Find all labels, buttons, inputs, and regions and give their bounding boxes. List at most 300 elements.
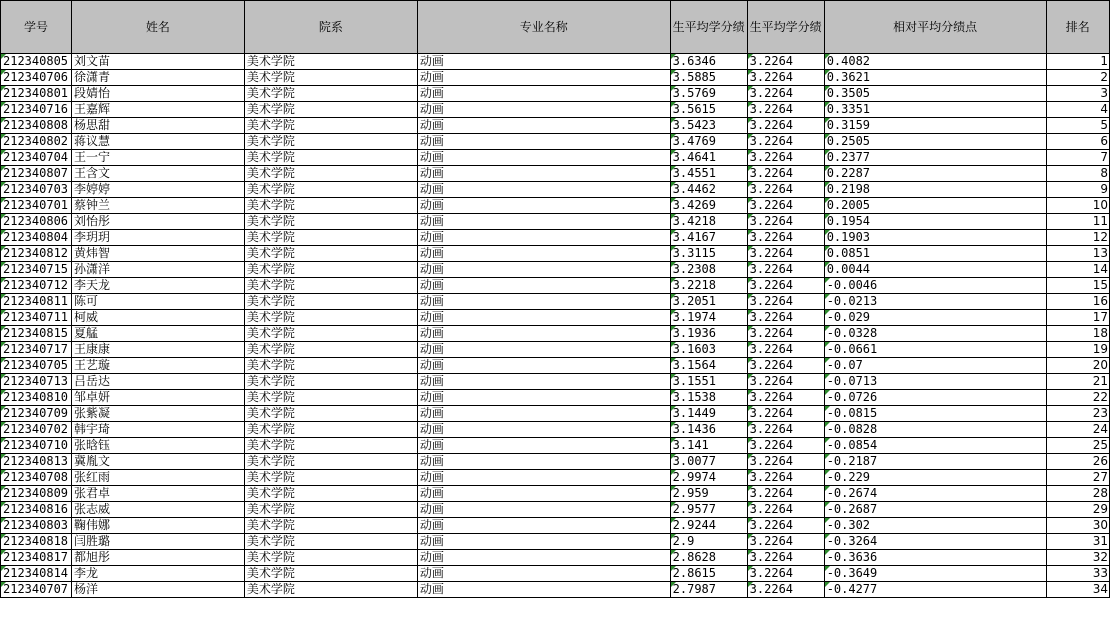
cell-major[interactable]: 动画 xyxy=(417,102,670,118)
cell-average-gpa[interactable]: 3.2264 xyxy=(747,150,824,166)
cell-student-gpa[interactable]: 3.1603 xyxy=(670,342,747,358)
cell-rank[interactable]: 16 xyxy=(1046,294,1109,310)
cell-major[interactable]: 动画 xyxy=(417,470,670,486)
cell-department[interactable]: 美术学院 xyxy=(244,214,417,230)
cell-department[interactable]: 美术学院 xyxy=(244,358,417,374)
cell-average-gpa[interactable]: 3.2264 xyxy=(747,390,824,406)
cell-student-gpa[interactable]: 3.4462 xyxy=(670,182,747,198)
cell-rank[interactable]: 28 xyxy=(1046,486,1109,502)
cell-average-gpa[interactable]: 3.2264 xyxy=(747,86,824,102)
cell-average-gpa[interactable]: 3.2264 xyxy=(747,582,824,598)
cell-average-gpa[interactable]: 3.2264 xyxy=(747,246,824,262)
cell-relative-gpa[interactable]: -0.302 xyxy=(824,518,1046,534)
cell-major[interactable]: 动画 xyxy=(417,438,670,454)
cell-average-gpa[interactable]: 3.2264 xyxy=(747,534,824,550)
cell-department[interactable]: 美术学院 xyxy=(244,118,417,134)
cell-name[interactable]: 吕岳达 xyxy=(71,374,244,390)
cell-average-gpa[interactable]: 3.2264 xyxy=(747,406,824,422)
cell-major[interactable]: 动画 xyxy=(417,246,670,262)
cell-student-id[interactable]: 212340802 xyxy=(1,134,72,150)
cell-student-id[interactable]: 212340703 xyxy=(1,182,72,198)
cell-student-gpa[interactable]: 3.6346 xyxy=(670,54,747,70)
cell-department[interactable]: 美术学院 xyxy=(244,582,417,598)
cell-student-gpa[interactable]: 3.141 xyxy=(670,438,747,454)
cell-rank[interactable]: 32 xyxy=(1046,550,1109,566)
cell-average-gpa[interactable]: 3.2264 xyxy=(747,550,824,566)
cell-rank[interactable]: 9 xyxy=(1046,182,1109,198)
cell-major[interactable]: 动画 xyxy=(417,486,670,502)
cell-rank[interactable]: 27 xyxy=(1046,470,1109,486)
cell-student-gpa[interactable]: 3.1538 xyxy=(670,390,747,406)
cell-average-gpa[interactable]: 3.2264 xyxy=(747,278,824,294)
cell-name[interactable]: 王艺璇 xyxy=(71,358,244,374)
header-rank[interactable]: 排名 xyxy=(1046,1,1109,54)
cell-name[interactable]: 闫胜璐 xyxy=(71,534,244,550)
cell-name[interactable]: 都旭彤 xyxy=(71,550,244,566)
cell-relative-gpa[interactable]: -0.07 xyxy=(824,358,1046,374)
cell-student-gpa[interactable]: 3.4551 xyxy=(670,166,747,182)
cell-name[interactable]: 蔡钟兰 xyxy=(71,198,244,214)
cell-department[interactable]: 美术学院 xyxy=(244,406,417,422)
cell-average-gpa[interactable]: 3.2264 xyxy=(747,198,824,214)
cell-student-gpa[interactable]: 3.3115 xyxy=(670,246,747,262)
cell-average-gpa[interactable]: 3.2264 xyxy=(747,470,824,486)
cell-average-gpa[interactable]: 3.2264 xyxy=(747,262,824,278)
cell-average-gpa[interactable]: 3.2264 xyxy=(747,166,824,182)
header-department[interactable]: 院系 xyxy=(244,1,417,54)
cell-student-gpa[interactable]: 3.1564 xyxy=(670,358,747,374)
cell-relative-gpa[interactable]: -0.229 xyxy=(824,470,1046,486)
table-row xyxy=(1,102,1110,118)
header-major[interactable]: 专业名称 xyxy=(417,1,670,54)
cell-average-gpa[interactable]: 3.2264 xyxy=(747,438,824,454)
cell-average-gpa[interactable]: 3.2264 xyxy=(747,214,824,230)
table-row xyxy=(1,310,1110,326)
cell-rank[interactable]: 6 xyxy=(1046,134,1109,150)
cell-department[interactable]: 美术学院 xyxy=(244,198,417,214)
cell-major[interactable]: 动画 xyxy=(417,230,670,246)
cell-student-id[interactable]: 212340813 xyxy=(1,454,72,470)
cell-rank[interactable]: 15 xyxy=(1046,278,1109,294)
table-row xyxy=(1,566,1110,582)
cell-relative-gpa[interactable]: -0.2687 xyxy=(824,502,1046,518)
cell-major[interactable]: 动画 xyxy=(417,150,670,166)
cell-major[interactable]: 动画 xyxy=(417,70,670,86)
cell-major[interactable]: 动画 xyxy=(417,278,670,294)
cell-major[interactable]: 动画 xyxy=(417,390,670,406)
cell-rank[interactable]: 2 xyxy=(1046,70,1109,86)
cell-major[interactable]: 动画 xyxy=(417,54,670,70)
cell-department[interactable]: 美术学院 xyxy=(244,470,417,486)
cell-student-id[interactable]: 212340807 xyxy=(1,166,72,182)
cell-department[interactable]: 美术学院 xyxy=(244,262,417,278)
cell-student-id[interactable]: 212340707 xyxy=(1,582,72,598)
cell-name[interactable]: 王康康 xyxy=(71,342,244,358)
cell-rank[interactable]: 24 xyxy=(1046,422,1109,438)
cell-relative-gpa[interactable]: -0.0661 xyxy=(824,342,1046,358)
cell-department[interactable]: 美术学院 xyxy=(244,486,417,502)
cell-student-gpa[interactable]: 3.4269 xyxy=(670,198,747,214)
cell-department[interactable]: 美术学院 xyxy=(244,230,417,246)
cell-department[interactable]: 美术学院 xyxy=(244,390,417,406)
cell-student-gpa[interactable]: 3.5885 xyxy=(670,70,747,86)
cell-average-gpa[interactable]: 3.2264 xyxy=(747,326,824,342)
cell-student-gpa[interactable]: 2.8615 xyxy=(670,566,747,582)
cell-student-id[interactable]: 212340705 xyxy=(1,358,72,374)
cell-relative-gpa[interactable]: 0.0044 xyxy=(824,262,1046,278)
cell-department[interactable]: 美术学院 xyxy=(244,566,417,582)
cell-major[interactable]: 动画 xyxy=(417,310,670,326)
cell-name[interactable]: 柯威 xyxy=(71,310,244,326)
cell-department[interactable]: 美术学院 xyxy=(244,166,417,182)
cell-relative-gpa[interactable]: -0.029 xyxy=(824,310,1046,326)
table-row xyxy=(1,326,1110,342)
cell-student-gpa[interactable]: 3.1449 xyxy=(670,406,747,422)
cell-relative-gpa[interactable]: -0.3264 xyxy=(824,534,1046,550)
cell-student-id[interactable]: 212340706 xyxy=(1,70,72,86)
cell-rank[interactable]: 25 xyxy=(1046,438,1109,454)
cell-relative-gpa[interactable]: -0.2187 xyxy=(824,454,1046,470)
cell-student-id[interactable]: 212340816 xyxy=(1,502,72,518)
cell-student-id[interactable]: 212340710 xyxy=(1,438,72,454)
header-name[interactable]: 姓名 xyxy=(71,1,244,54)
cell-average-gpa[interactable]: 3.2264 xyxy=(747,502,824,518)
cell-relative-gpa[interactable]: -0.0713 xyxy=(824,374,1046,390)
cell-major[interactable]: 动画 xyxy=(417,86,670,102)
cell-rank[interactable]: 3 xyxy=(1046,86,1109,102)
cell-name[interactable]: 李玥玥 xyxy=(71,230,244,246)
cell-department[interactable]: 美术学院 xyxy=(244,374,417,390)
cell-name[interactable]: 张晗钰 xyxy=(71,438,244,454)
cell-major[interactable]: 动画 xyxy=(417,406,670,422)
cell-relative-gpa[interactable]: -0.2674 xyxy=(824,486,1046,502)
header-student-id[interactable]: 学号 xyxy=(1,1,72,54)
cell-major[interactable]: 动画 xyxy=(417,422,670,438)
table-row xyxy=(1,518,1110,534)
cell-relative-gpa[interactable]: -0.0726 xyxy=(824,390,1046,406)
cell-department[interactable]: 美术学院 xyxy=(244,182,417,198)
cell-major[interactable]: 动画 xyxy=(417,182,670,198)
cell-student-id[interactable]: 212340805 xyxy=(1,54,72,70)
cell-department[interactable]: 美术学院 xyxy=(244,86,417,102)
cell-student-gpa[interactable]: 3.4641 xyxy=(670,150,747,166)
cell-student-id[interactable]: 212340810 xyxy=(1,390,72,406)
header-average-gpa[interactable]: 生平均学分绩 xyxy=(747,1,824,54)
cell-department[interactable]: 美术学院 xyxy=(244,294,417,310)
cell-student-id[interactable]: 212340712 xyxy=(1,278,72,294)
cell-student-id[interactable]: 212340803 xyxy=(1,518,72,534)
cell-relative-gpa[interactable]: 0.0851 xyxy=(824,246,1046,262)
cell-department[interactable]: 美术学院 xyxy=(244,102,417,118)
cell-relative-gpa[interactable]: 0.3505 xyxy=(824,86,1046,102)
cell-student-id[interactable]: 212340818 xyxy=(1,534,72,550)
cell-major[interactable]: 动画 xyxy=(417,358,670,374)
header-student-gpa[interactable]: 生平均学分绩 xyxy=(670,1,747,54)
cell-student-id[interactable]: 212340811 xyxy=(1,294,72,310)
cell-rank[interactable]: 5 xyxy=(1046,118,1109,134)
cell-average-gpa[interactable]: 3.2264 xyxy=(747,118,824,134)
cell-relative-gpa[interactable]: -0.0815 xyxy=(824,406,1046,422)
cell-average-gpa[interactable]: 3.2264 xyxy=(747,54,824,70)
cell-relative-gpa[interactable]: -0.0854 xyxy=(824,438,1046,454)
table-row xyxy=(1,470,1110,486)
cell-name[interactable]: 李天龙 xyxy=(71,278,244,294)
cell-major[interactable]: 动画 xyxy=(417,518,670,534)
cell-student-gpa[interactable]: 3.2218 xyxy=(670,278,747,294)
cell-student-id[interactable]: 212340808 xyxy=(1,118,72,134)
table-row xyxy=(1,150,1110,166)
cell-student-id[interactable]: 212340814 xyxy=(1,566,72,582)
cell-student-id[interactable]: 212340804 xyxy=(1,230,72,246)
cell-student-gpa[interactable]: 3.4218 xyxy=(670,214,747,230)
cell-major[interactable]: 动画 xyxy=(417,118,670,134)
cell-student-gpa[interactable]: 3.5615 xyxy=(670,102,747,118)
cell-rank[interactable]: 19 xyxy=(1046,342,1109,358)
cell-student-gpa[interactable]: 3.4769 xyxy=(670,134,747,150)
cell-relative-gpa[interactable]: 0.3351 xyxy=(824,102,1046,118)
cell-major[interactable]: 动画 xyxy=(417,134,670,150)
cell-major[interactable]: 动画 xyxy=(417,262,670,278)
cell-department[interactable]: 美术学院 xyxy=(244,246,417,262)
cell-relative-gpa[interactable]: -0.3636 xyxy=(824,550,1046,566)
cell-student-gpa[interactable]: 2.9974 xyxy=(670,470,747,486)
cell-name[interactable]: 张紫凝 xyxy=(71,406,244,422)
cell-student-id[interactable]: 212340809 xyxy=(1,486,72,502)
cell-relative-gpa[interactable]: -0.4277 xyxy=(824,582,1046,598)
cell-student-id[interactable]: 212340817 xyxy=(1,550,72,566)
cell-rank[interactable]: 10 xyxy=(1046,198,1109,214)
cell-student-id[interactable]: 212340815 xyxy=(1,326,72,342)
cell-rank[interactable]: 13 xyxy=(1046,246,1109,262)
table-row xyxy=(1,198,1110,214)
cell-average-gpa[interactable]: 3.2264 xyxy=(747,518,824,534)
cell-name[interactable]: 蒋议慧 xyxy=(71,134,244,150)
cell-name[interactable]: 黄炜智 xyxy=(71,246,244,262)
cell-student-id[interactable]: 212340704 xyxy=(1,150,72,166)
cell-student-gpa[interactable]: 3.5423 xyxy=(670,118,747,134)
cell-rank[interactable]: 14 xyxy=(1046,262,1109,278)
cell-student-gpa[interactable]: 3.1974 xyxy=(670,310,747,326)
cell-student-id[interactable]: 212340711 xyxy=(1,310,72,326)
cell-name[interactable]: 陈可 xyxy=(71,294,244,310)
cell-rank[interactable]: 20 xyxy=(1046,358,1109,374)
cell-student-gpa[interactable]: 3.1551 xyxy=(670,374,747,390)
cell-rank[interactable]: 31 xyxy=(1046,534,1109,550)
cell-department[interactable]: 美术学院 xyxy=(244,438,417,454)
cell-department[interactable]: 美术学院 xyxy=(244,134,417,150)
cell-average-gpa[interactable]: 3.2264 xyxy=(747,358,824,374)
cell-student-gpa[interactable]: 3.2051 xyxy=(670,294,747,310)
cell-department[interactable]: 美术学院 xyxy=(244,150,417,166)
table-row xyxy=(1,422,1110,438)
cell-relative-gpa[interactable]: 0.2005 xyxy=(824,198,1046,214)
cell-department[interactable]: 美术学院 xyxy=(244,70,417,86)
header-row xyxy=(1,1,1110,54)
cell-student-gpa[interactable]: 2.9 xyxy=(670,534,747,550)
cell-student-gpa[interactable]: 3.1936 xyxy=(670,326,747,342)
cell-relative-gpa[interactable]: 0.2505 xyxy=(824,134,1046,150)
cell-relative-gpa[interactable]: 0.2198 xyxy=(824,182,1046,198)
cell-name[interactable]: 李婷婷 xyxy=(71,182,244,198)
cell-major[interactable]: 动画 xyxy=(417,454,670,470)
cell-rank[interactable]: 12 xyxy=(1046,230,1109,246)
cell-student-id[interactable]: 212340715 xyxy=(1,262,72,278)
table-row xyxy=(1,214,1110,230)
cell-department[interactable]: 美术学院 xyxy=(244,278,417,294)
cell-department[interactable]: 美术学院 xyxy=(244,550,417,566)
cell-major[interactable]: 动画 xyxy=(417,566,670,582)
cell-student-id[interactable]: 212340812 xyxy=(1,246,72,262)
cell-relative-gpa[interactable]: 0.2287 xyxy=(824,166,1046,182)
cell-department[interactable]: 美术学院 xyxy=(244,422,417,438)
cell-student-gpa[interactable]: 3.2308 xyxy=(670,262,747,278)
table-row xyxy=(1,582,1110,598)
cell-student-gpa[interactable]: 3.4167 xyxy=(670,230,747,246)
cell-department[interactable]: 美术学院 xyxy=(244,342,417,358)
cell-average-gpa[interactable]: 3.2264 xyxy=(747,102,824,118)
cell-student-id[interactable]: 212340701 xyxy=(1,198,72,214)
cell-major[interactable]: 动画 xyxy=(417,502,670,518)
cell-student-id[interactable]: 212340709 xyxy=(1,406,72,422)
cell-major[interactable]: 动画 xyxy=(417,214,670,230)
table-row xyxy=(1,166,1110,182)
cell-average-gpa[interactable]: 3.2264 xyxy=(747,486,824,502)
table-row xyxy=(1,374,1110,390)
cell-average-gpa[interactable]: 3.2264 xyxy=(747,70,824,86)
cell-average-gpa[interactable]: 3.2264 xyxy=(747,294,824,310)
cell-department[interactable]: 美术学院 xyxy=(244,310,417,326)
cell-relative-gpa[interactable]: 0.4082 xyxy=(824,54,1046,70)
cell-department[interactable]: 美术学院 xyxy=(244,518,417,534)
cell-name[interactable]: 王含文 xyxy=(71,166,244,182)
cell-student-id[interactable]: 212340806 xyxy=(1,214,72,230)
cell-name[interactable]: 李龙 xyxy=(71,566,244,582)
cell-name[interactable]: 徐潇青 xyxy=(71,70,244,86)
cell-average-gpa[interactable]: 3.2264 xyxy=(747,134,824,150)
cell-rank[interactable]: 8 xyxy=(1046,166,1109,182)
header-relative-gpa[interactable]: 相对平均分绩点 xyxy=(824,1,1046,54)
cell-rank[interactable]: 22 xyxy=(1046,390,1109,406)
cell-rank[interactable]: 21 xyxy=(1046,374,1109,390)
cell-name[interactable]: 韩宇琦 xyxy=(71,422,244,438)
cell-rank[interactable]: 34 xyxy=(1046,582,1109,598)
cell-relative-gpa[interactable]: 0.3159 xyxy=(824,118,1046,134)
cell-rank[interactable]: 30 xyxy=(1046,518,1109,534)
cell-name[interactable]: 王嘉辉 xyxy=(71,102,244,118)
cell-name[interactable]: 鞠伟娜 xyxy=(71,518,244,534)
cell-student-id[interactable]: 212340713 xyxy=(1,374,72,390)
cell-student-gpa[interactable]: 2.8628 xyxy=(670,550,747,566)
cell-average-gpa[interactable]: 3.2264 xyxy=(747,454,824,470)
cell-major[interactable]: 动画 xyxy=(417,550,670,566)
cell-name[interactable]: 刘文苗 xyxy=(71,54,244,70)
cell-major[interactable]: 动画 xyxy=(417,166,670,182)
table-row xyxy=(1,550,1110,566)
cell-rank[interactable]: 7 xyxy=(1046,150,1109,166)
cell-major[interactable]: 动画 xyxy=(417,326,670,342)
cell-rank[interactable]: 4 xyxy=(1046,102,1109,118)
cell-name[interactable]: 段婧怡 xyxy=(71,86,244,102)
cell-name[interactable]: 杨思甜 xyxy=(71,118,244,134)
cell-student-gpa[interactable]: 3.5769 xyxy=(670,86,747,102)
cell-average-gpa[interactable]: 3.2264 xyxy=(747,374,824,390)
cell-name[interactable]: 张君卓 xyxy=(71,486,244,502)
cell-relative-gpa[interactable]: 0.1903 xyxy=(824,230,1046,246)
table-row xyxy=(1,342,1110,358)
cell-department[interactable]: 美术学院 xyxy=(244,502,417,518)
cell-student-id[interactable]: 212340717 xyxy=(1,342,72,358)
cell-name[interactable]: 杨洋 xyxy=(71,582,244,598)
cell-name[interactable]: 冀胤文 xyxy=(71,454,244,470)
cell-relative-gpa[interactable]: 0.1954 xyxy=(824,214,1046,230)
cell-student-gpa[interactable]: 2.9244 xyxy=(670,518,747,534)
cell-average-gpa[interactable]: 3.2264 xyxy=(747,310,824,326)
cell-student-id[interactable]: 212340801 xyxy=(1,86,72,102)
cell-student-id[interactable]: 212340716 xyxy=(1,102,72,118)
cell-rank[interactable]: 17 xyxy=(1046,310,1109,326)
cell-rank[interactable]: 26 xyxy=(1046,454,1109,470)
cell-name[interactable]: 刘怡彤 xyxy=(71,214,244,230)
cell-department[interactable]: 美术学院 xyxy=(244,326,417,342)
cell-name[interactable]: 夏艋 xyxy=(71,326,244,342)
cell-relative-gpa[interactable]: 0.3621 xyxy=(824,70,1046,86)
cell-student-gpa[interactable]: 3.0077 xyxy=(670,454,747,470)
cell-student-gpa[interactable]: 3.1436 xyxy=(670,422,747,438)
cell-major[interactable]: 动画 xyxy=(417,342,670,358)
cell-department[interactable]: 美术学院 xyxy=(244,54,417,70)
table-row xyxy=(1,246,1110,262)
cell-average-gpa[interactable]: 3.2264 xyxy=(747,342,824,358)
cell-relative-gpa[interactable]: 0.2377 xyxy=(824,150,1046,166)
cell-student-id[interactable]: 212340702 xyxy=(1,422,72,438)
cell-name[interactable]: 王一宁 xyxy=(71,150,244,166)
cell-student-gpa[interactable]: 2.959 xyxy=(670,486,747,502)
cell-major[interactable]: 动画 xyxy=(417,534,670,550)
cell-major[interactable]: 动画 xyxy=(417,582,670,598)
cell-name[interactable]: 邹卓妍 xyxy=(71,390,244,406)
cell-rank[interactable]: 18 xyxy=(1046,326,1109,342)
cell-department[interactable]: 美术学院 xyxy=(244,534,417,550)
cell-rank[interactable]: 29 xyxy=(1046,502,1109,518)
cell-rank[interactable]: 33 xyxy=(1046,566,1109,582)
table-row xyxy=(1,502,1110,518)
cell-major[interactable]: 动画 xyxy=(417,198,670,214)
cell-major[interactable]: 动画 xyxy=(417,374,670,390)
cell-rank[interactable]: 1 xyxy=(1046,54,1109,70)
cell-name[interactable]: 张志威 xyxy=(71,502,244,518)
cell-name[interactable]: 孙潇洋 xyxy=(71,262,244,278)
cell-major[interactable]: 动画 xyxy=(417,294,670,310)
table-row xyxy=(1,534,1110,550)
cell-relative-gpa[interactable]: -0.0328 xyxy=(824,326,1046,342)
cell-relative-gpa[interactable]: -0.0828 xyxy=(824,422,1046,438)
cell-relative-gpa[interactable]: -0.3649 xyxy=(824,566,1046,582)
table-row xyxy=(1,134,1110,150)
cell-average-gpa[interactable]: 3.2264 xyxy=(747,422,824,438)
cell-name[interactable]: 张红雨 xyxy=(71,470,244,486)
cell-relative-gpa[interactable]: -0.0046 xyxy=(824,278,1046,294)
cell-average-gpa[interactable]: 3.2264 xyxy=(747,230,824,246)
cell-rank[interactable]: 23 xyxy=(1046,406,1109,422)
cell-average-gpa[interactable]: 3.2264 xyxy=(747,182,824,198)
cell-student-id[interactable]: 212340708 xyxy=(1,470,72,486)
cell-student-gpa[interactable]: 2.7987 xyxy=(670,582,747,598)
cell-department[interactable]: 美术学院 xyxy=(244,454,417,470)
cell-relative-gpa[interactable]: -0.0213 xyxy=(824,294,1046,310)
cell-student-gpa[interactable]: 2.9577 xyxy=(670,502,747,518)
cell-average-gpa[interactable]: 3.2264 xyxy=(747,566,824,582)
cell-rank[interactable]: 11 xyxy=(1046,214,1109,230)
